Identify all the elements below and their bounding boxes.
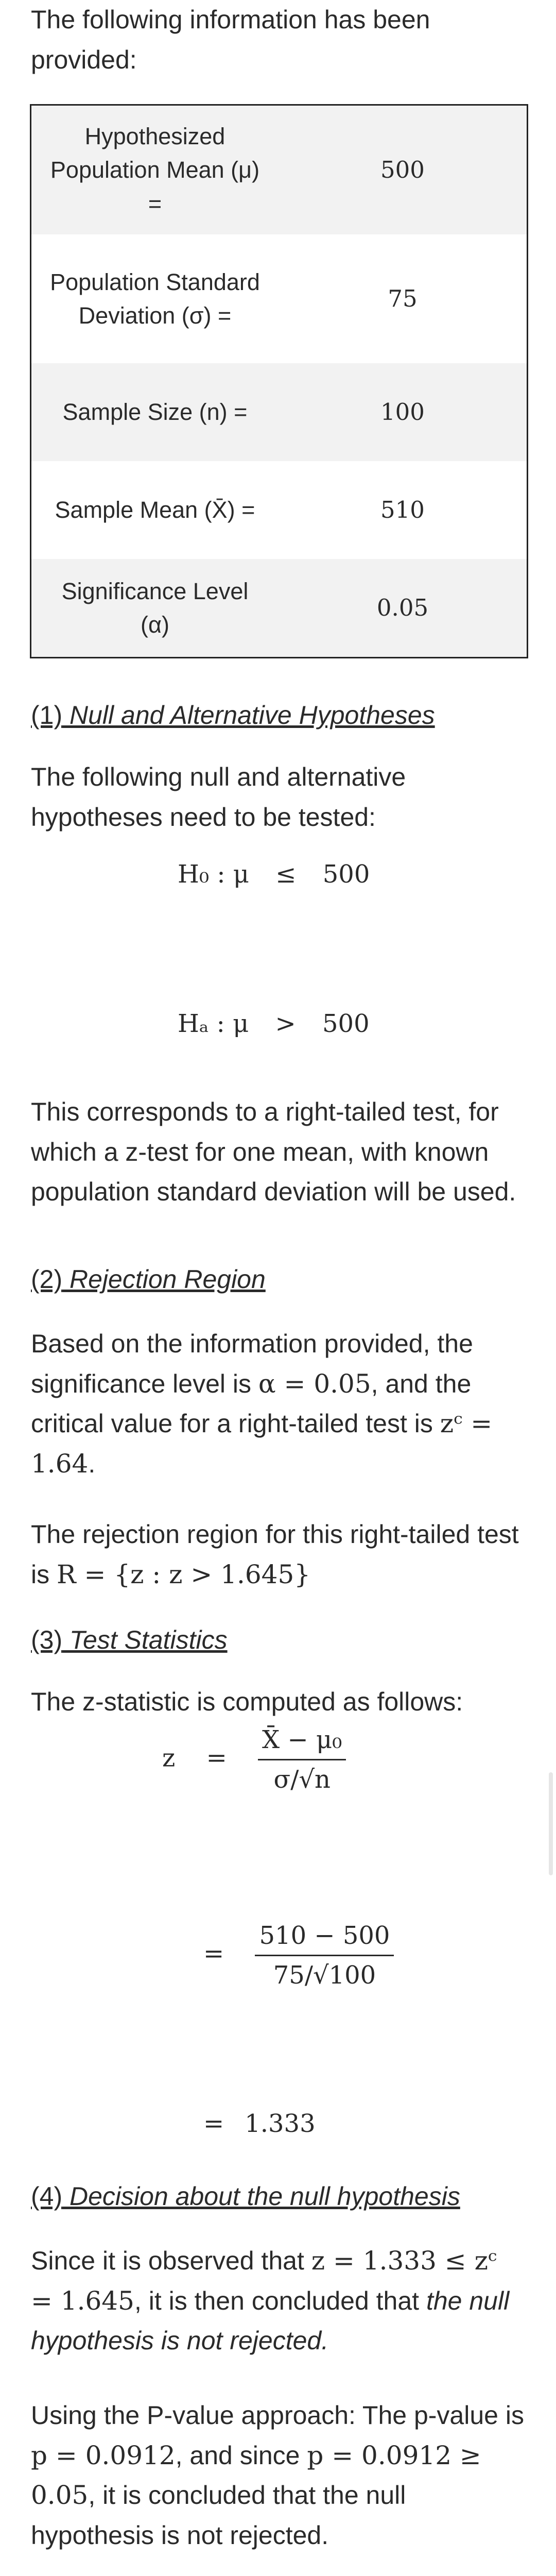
ha-operator: > — [275, 1009, 296, 1038]
intro-text: The following information has been provided: — [31, 5, 430, 74]
rejection-text — [31, 1324, 525, 1484]
h0-value: 500 — [322, 860, 370, 889]
text: , and since — [175, 2441, 307, 2470]
info-label: Sample Size (n) = — [62, 399, 248, 426]
text: . — [88, 1449, 96, 1478]
ha-value: 500 — [322, 1009, 370, 1038]
equals: = — [203, 1939, 224, 1969]
info-row — [31, 461, 527, 559]
section-title: Null and Alternative Hypotheses — [62, 701, 435, 730]
info-label: Sample Mean (X̄) = — [55, 497, 255, 523]
text: , it is concluded that the null hypothesis is not rejected. — [31, 2481, 406, 2550]
section-heading-decision — [31, 2177, 460, 2217]
pvalue-text — [31, 2396, 525, 2555]
section-number: (2) — [31, 1265, 63, 1294]
z-substitution — [203, 1917, 394, 1995]
section-number: (1) — [31, 701, 63, 730]
rejection-region-math: R = {z : z > 1.645} — [57, 1559, 311, 1589]
info-row — [31, 234, 527, 363]
decision-text — [31, 2241, 525, 2361]
info-label: Hypothesized Population Mean (μ) = — [50, 123, 260, 217]
section-heading-test-stat — [31, 1620, 228, 1660]
info-value: 500 — [380, 156, 425, 184]
info-row — [31, 559, 527, 657]
scrollbar[interactable] — [549, 1772, 553, 1875]
section-heading-conclusion — [31, 2571, 197, 2576]
numerator: X̄ − μ₀ — [258, 1721, 346, 1760]
info-table — [30, 104, 528, 658]
pvalue-compare-math: p = 0.0912 ≥ 0.05 — [31, 2440, 481, 2510]
test-type-note: This corresponds to a right-tailed test, for which a z-test for one mean, with known population standard deviation will be used. — [31, 1097, 516, 1206]
fraction — [258, 1721, 346, 1799]
info-value: 100 — [380, 398, 425, 426]
h0-lhs: H₀ : μ — [178, 860, 249, 889]
z-result — [203, 2105, 316, 2143]
null-hypothesis — [178, 855, 370, 893]
info-label: Significance Level (α) — [61, 578, 249, 638]
comparison-math: z = 1.333 ≤ zᶜ = 1.645 — [31, 2246, 497, 2316]
section-title: Rejection Region — [62, 1265, 266, 1294]
alternative-hypothesis — [178, 1005, 370, 1043]
denominator: 75/√100 — [273, 1961, 376, 1990]
hypotheses-intro: The following null and alternative hypotheses need to be tested: — [31, 762, 406, 832]
pvalue-math: p = 0.0912 — [31, 2440, 176, 2470]
info-row — [31, 363, 527, 461]
section-number: (4) — [31, 2182, 63, 2211]
section-number: (3) — [31, 1625, 63, 1654]
z-symbol: z — [162, 1743, 176, 1773]
info-value: 75 — [388, 285, 418, 313]
emphasis: the null hypothesis is not rejected. — [31, 2286, 510, 2355]
z-formula — [162, 1721, 346, 1799]
section-heading-rejection — [31, 1260, 266, 1300]
text: Since it is observed that — [31, 2246, 311, 2275]
text: , and the critical value for a right-tailed test is — [31, 1369, 472, 1438]
ha-lhs: Hₐ : μ — [178, 1009, 249, 1038]
text: , it is then concluded that — [134, 2286, 426, 2315]
critical-value-math: zᶜ = 1.64 — [31, 1409, 493, 1479]
section-title: Decision about the null hypothesis — [62, 2182, 460, 2211]
text: Using the P-value approach: The p-value is — [31, 2401, 524, 2430]
alpha-math: α = 0.05 — [258, 1368, 371, 1399]
info-label: Population Standard Deviation (σ) = — [50, 268, 260, 329]
text: The rejection region for this right-tailed test is — [31, 1520, 519, 1589]
text: Based on the information provided, the significance level is — [31, 1329, 473, 1398]
section-heading-hypotheses — [31, 696, 435, 736]
info-row — [31, 106, 527, 234]
rejection-region-text — [31, 1515, 525, 1595]
info-value: 510 — [380, 496, 425, 524]
test-stat-intro: The z-statistic is computed as follows: — [31, 1687, 463, 1716]
denominator: σ/√n — [273, 1765, 331, 1794]
z-value: 1.333 — [245, 2109, 316, 2138]
h0-operator: ≤ — [275, 860, 297, 889]
section-title: Test Statistics — [62, 1625, 228, 1654]
equals: = — [203, 2109, 224, 2138]
numerator: 510 − 500 — [255, 1917, 394, 1956]
info-value: 0.05 — [376, 594, 429, 622]
equals: = — [206, 1743, 227, 1773]
fraction — [255, 1917, 394, 1995]
